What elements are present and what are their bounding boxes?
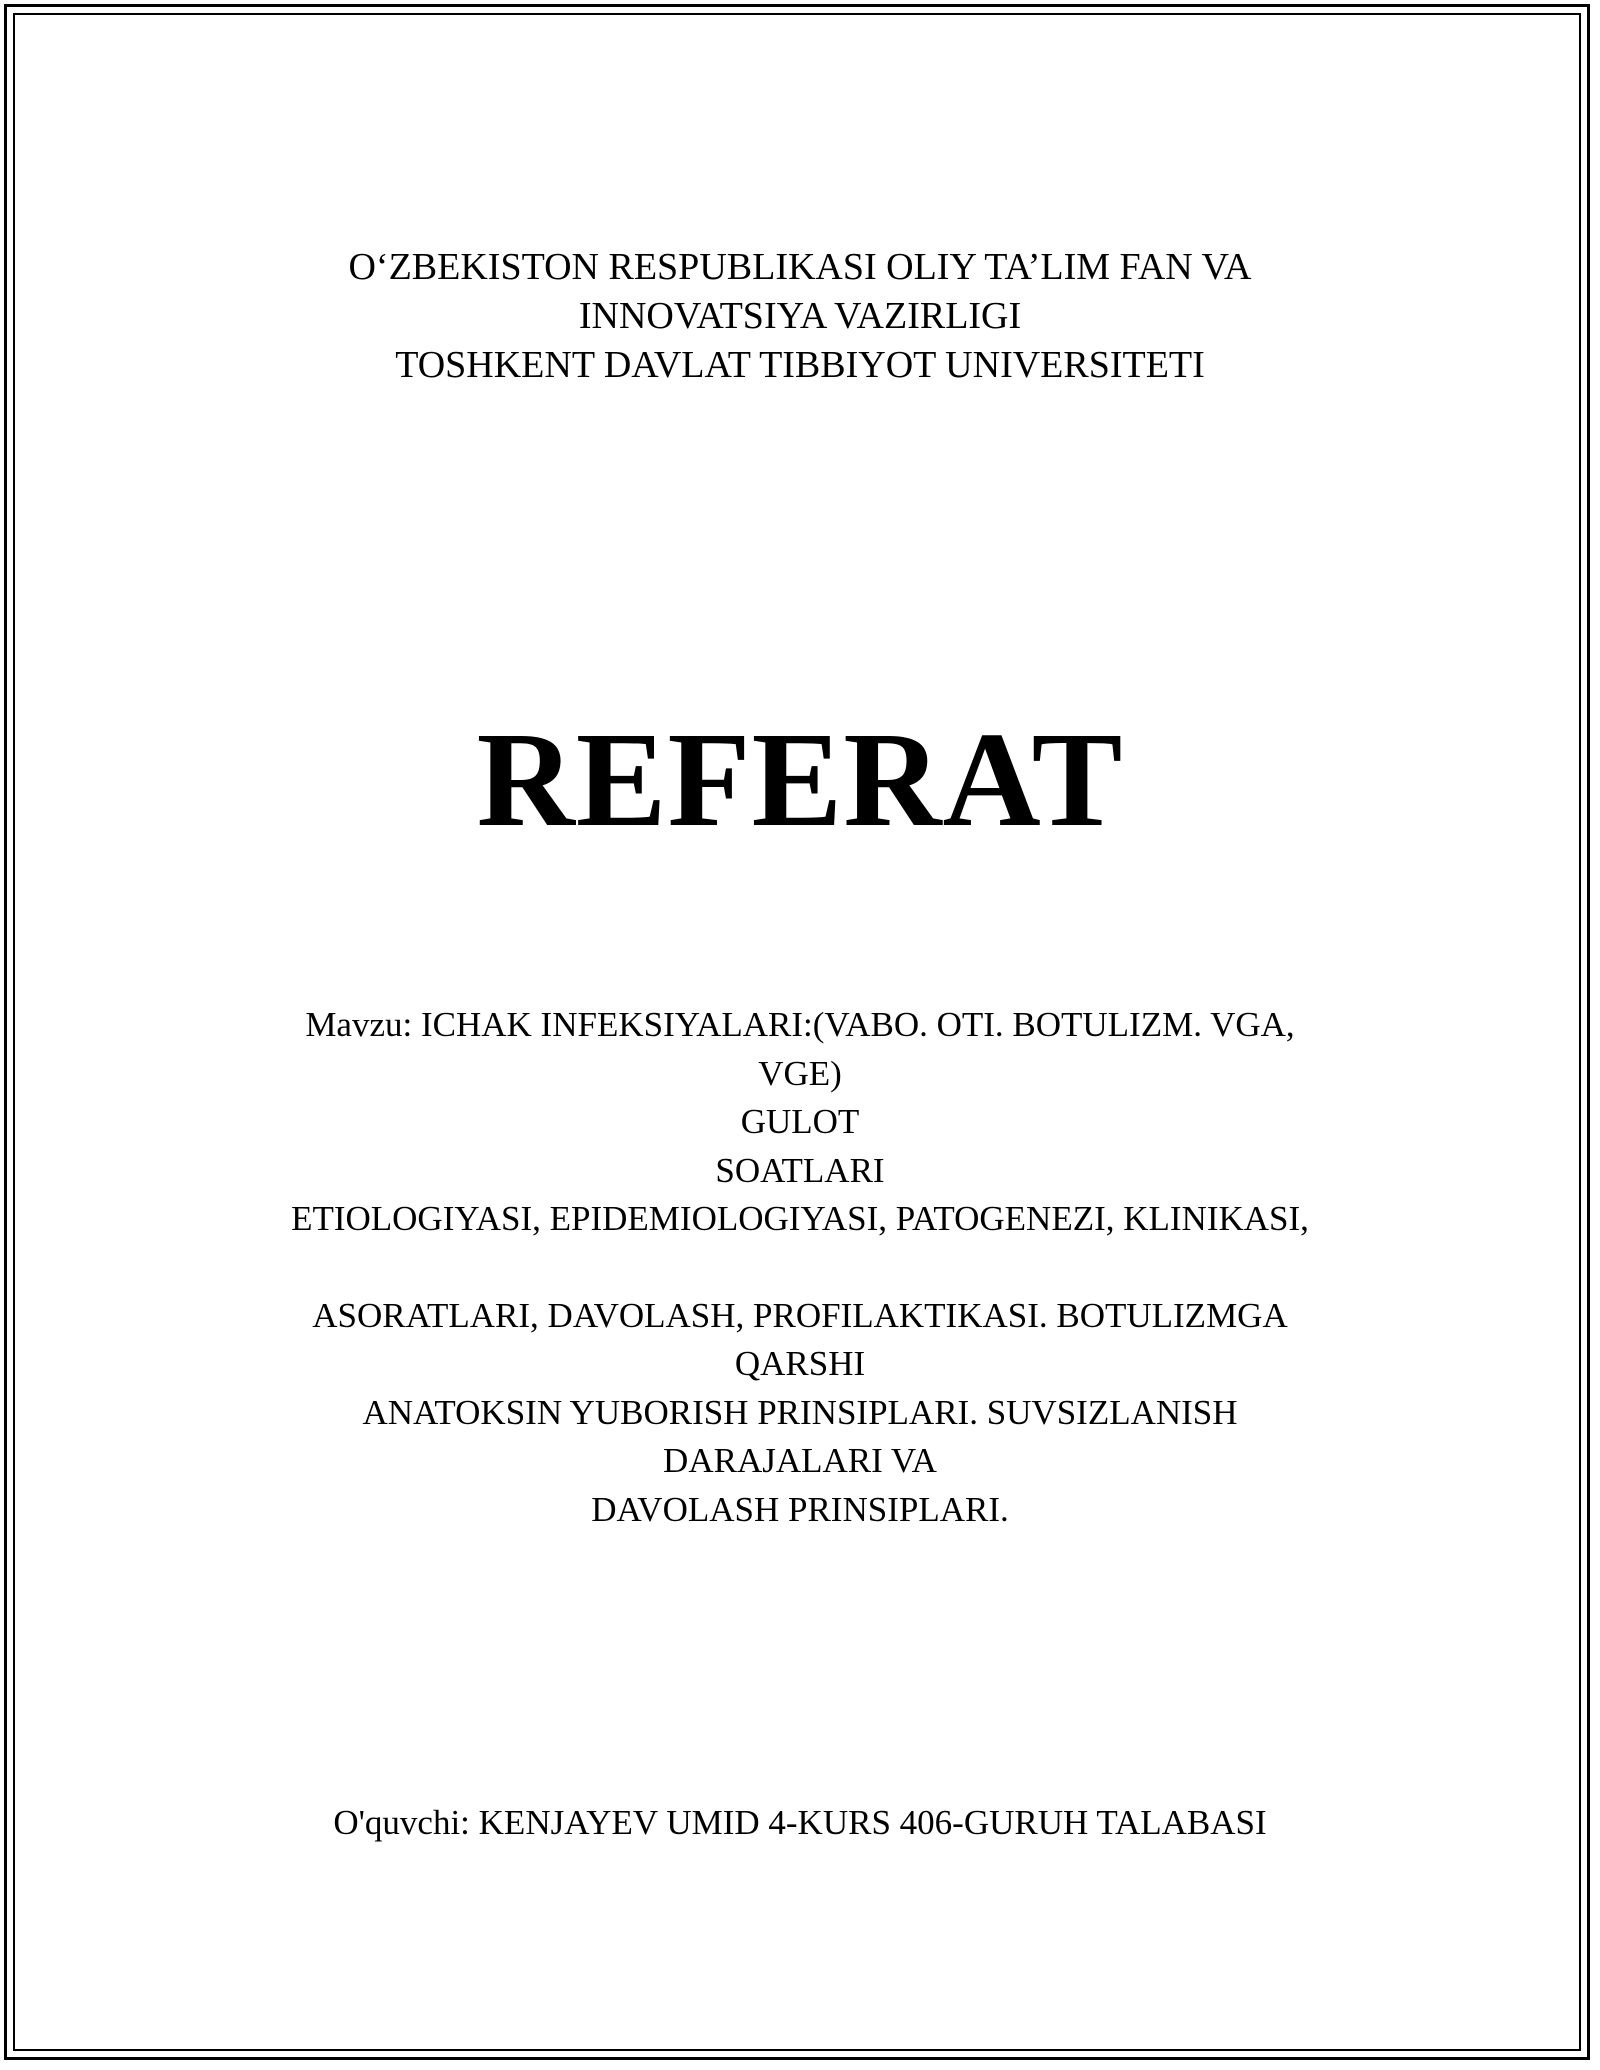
- institution-header: [0, 243, 1600, 390]
- topic-line-6: ASORATLARI, DAVOLASH, PROFILAKTIKASI. BOTULIZMGA: [312, 1295, 1288, 1335]
- topic-line-9: DARAJALARI VA: [663, 1441, 937, 1480]
- topic-line-7: QARSHI: [734, 1344, 866, 1383]
- topic-line-5: ETIOLOGIYASI, EPIDEMIOLOGIYASI, PATOGENEZI, KLINIKASI,: [291, 1199, 1309, 1238]
- header-line-1: O‘ZBEKISTON RESPUBLIKASI OLIY TA’LIM FAN VA: [348, 246, 1252, 288]
- topic-spacer: [0, 1244, 1600, 1292]
- topic-line-3: GULOT: [740, 1102, 860, 1141]
- topic-line-1: Mavzu: ICHAK INFEKSIYALARI:(VABO. OTI. BOTULIZM. VGA,: [305, 1005, 1295, 1044]
- student-info: O'quvchi: KENJAYEV UMID 4-KURS 406-GURUH TALABASI: [333, 1803, 1267, 1842]
- header-line-2: INNOVATSIYA VAZIRLIGI: [578, 295, 1022, 337]
- topic-block: [0, 1001, 1600, 1534]
- topic-line-4: SOATLARI: [715, 1150, 885, 1190]
- topic-line-2: VGE): [758, 1053, 842, 1093]
- document-title: REFERAT: [476, 705, 1124, 855]
- topic-line-10: DAVOLASH PRINSIPLARI.: [591, 1489, 1009, 1529]
- topic-line-8: ANATOKSIN YUBORISH PRINSIPLARI. SUVSIZLANISH: [362, 1392, 1238, 1432]
- header-line-3: TOSHKENT DAVLAT TIBBIYOT UNIVERSITETI: [395, 344, 1205, 386]
